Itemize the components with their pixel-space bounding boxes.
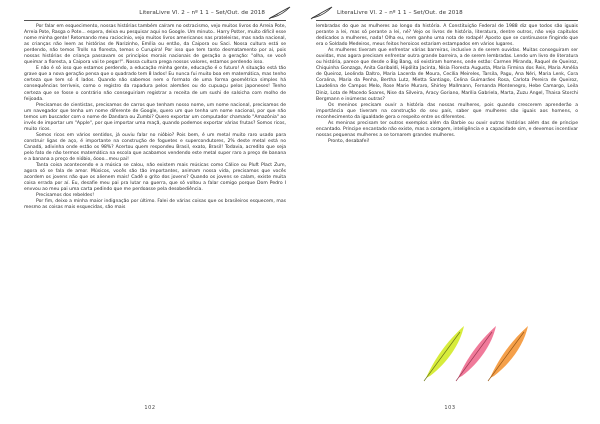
paragraph: As mulheres tiveram que enfrentar várias barreiras, inclusive a de serem ouvidas. Muitas conseguiram ser ouvidas, mas agora precisam enfrentar outra grande barreira, a de serem lembradas. Lendo um livro de literatura ou história, parece que desde o Big Bang, só existiram homens, onde estão: Carmen Miranda, Raquel de Queiroz, Chiquinha Gonzaga, Anita Garibaldi, Hipólita Jacinta, Nísia Floresta Augusta, Maria Firmina dos Reis, Maria Amélia de Queiroz, Leolinda Daltro, Maria Lacerda de Moura, Cecília Meireles, Tarsila, Pagu, Ana Néri, Maria Lenk, Cora Coralina, Maria da Penha, Bertha Lutz, Mietta Santiago, Celina Guimarães Rosa, Carlota Pereira de Queiroz, Laudelina de Campos Melo, Rose Marie Muraro, Shirley Mallmann, Fernanda Montenegro, Hebe Camargo, Leila Diniz, Lota de Macedo Soares, Nise da Silveira, Aracy Goriano, Marília Gabriela, Marta, Zuzu Angel, Thaisa Storchi Bergmann e inúmeras outras? [316,48,578,102]
magazine-title: LiteraLivre Vl. 2 – nº 1 1 – Set/Out. de 2018 [139,10,265,16]
left-page-text [24,24,286,211]
feathers-illustration [420,320,530,382]
paragraph: E não é só isso que estamos perdendo, a educação minha gente, educação é o futuro! A situação está tão grave que a nova geração pensa que o quadrado tem 8 lados! Eu nunca fui muito boa em matemática, mas tenho certeza que tem só 4 lados. Quando não sabemos nem o formato de uma forma geométrica simples há consequências terríveis, como o registro da rapadura pelos alemães ou do cupuaçu pelos japoneses! Tenho certeza que se fosse o contrário não conseguiriam registrar a receita de um sushi de salsicha com molho de feijoada. [24,66,286,102]
right-page-header [310,5,588,21]
header-rule [316,20,578,21]
page-number: 103 [444,405,456,411]
paragraph: Precisamos de cientistas, precisamos de carros que tenham nosso nome, um nome nacional, precisamos de um navegador que tenha um nome diferente de Google, quero um que tenha um nome nacional, por que não temos um buscador com o nome de Dandara ou Zumbi? Quero exportar um computador chamado "Amazônia" ao invés de importar um "Apple", por que importar uma maçã, quando podemos exportar várias frutas? Somos ricos, muito ricos. [24,102,286,132]
paragraph: As meninas precisam ter outros exemplos além da Barbie ou ouvir outras histórias além das de príncipe encantado. Príncipe encantado não existe, mas a coragem, inteligência e a capacidade sim, e devemos incentivar nossas pequenas mulheres a se tornarem grandes mulheres. [316,120,578,138]
page-number: 102 [144,405,156,411]
paragraph: Precisamos dos rebeldes! [36,193,95,199]
paragraph: Pronto, desabafei! [328,138,370,144]
quill-pen-icon [268,6,292,20]
paragraph: Por falar em esquecimento, nossas histórias também caíram no ostracismo, vejo muitos livros do Arreia Pote, Arreia Pote, Rasga o Pote... espera, deixa eu pesquisar aqui no Google. Um minuto.. Harry Potter, muito difícil esse nome minha gente! Retomando meu raciocínio, vejo muitos livros americanos nas prateleiras, mas nada nacional, as crianças não leem as histórias de Narizinho, Emília ou então, da Caipora ou Saci. Nossa cultura está se perdendo, não temos Trolls na floresta, temos o Curupira! Por isso que tem tanto desmatamento por aí, pois nossas histórias de criança passavam os princípios morais nacionais de geração a geração: "olha, se você queimar a floresta, a Caipora vai te pegar!". Nossa cultura prega nossos valores, estamos perdendo isso. [24,24,286,66]
paragraph: lembradas do que as mulheres ao longo da história. A Constituição Federal de 1988 diz que todos são iguais perante a lei, mas só perante a lei, né? Vejo os livros de história, literatura, dentre outros, não vejo capítulos dedicados a mulheres, nada! Olha eu, nem ganho uma nota de rodapé! Aposto que se continuasse fingindo que era o Soldado Medeiros, meus feitos heroicos estariam estampados em vários lugares. [316,24,578,48]
paragraph: Os meninos precisam ouvir a história das nossas mulheres, pois quando crescerem aprenderão a importância que tiveram na construção do seu país, saber que mulheres são iguais aos homens, o reconhecimento da igualdade gera o respeito entre os diferentes. [316,102,578,120]
right-page-text [316,24,578,145]
orange-feather-icon [488,326,528,381]
pink-feather-icon [456,326,496,381]
quill-pen-icon [310,6,334,20]
header-rule [24,20,286,21]
magazine-title: LiteraLivre Vl. 2 – nº 1 1 – Set/Out. de 2018 [337,10,463,16]
paragraph: Tanta coisa acontecendo e a música se calou, não existem mais músicas como Cálice ou Pluft Plact Zum, agora só se fala de amor. Músicos, vocês são tão importantes, animam nossa vida, precisamos que vocês acordem os jovens não que os alienem mais! Cadê o grito dos jovens? Quando os jovens se calam, existe muita coisa errada por aí. Eu, desafie meu pai pra lutar na guerra, que só voltou a falar comigo porque Dom Pedro I envvou ao meu pai uma carta pedindo que me perdoasse pela desobediência. [24,163,286,193]
paragraph: Somos ricos em vários sentidos, já ouviu falar no nióbio? Pois bem, é um metal muito raro usado para construir ligas de aço, é importante na construção de foguetes e supercondutores, 2% deste metal está no Canadá, adivinha onde estão os 98%? Acertou quem respondeu Brasil, exato, Brasil! Todavia, acredito que seja pelo fato de não termos matemática na escola que acabamos vendendo este metal super raro a preço de banana e a banana a preço de nióbio, óooo...meu pai! [24,132,286,163]
yellow-feather-icon [424,326,464,381]
right-page [300,0,600,424]
paragraph: Por fim, deixo a minha maior indignação por último. Falei de várias coisas que os brasileiros esquecem, mas mesmo as coisas mais esquecidas, são mais [24,199,286,211]
left-page-header [14,5,292,21]
